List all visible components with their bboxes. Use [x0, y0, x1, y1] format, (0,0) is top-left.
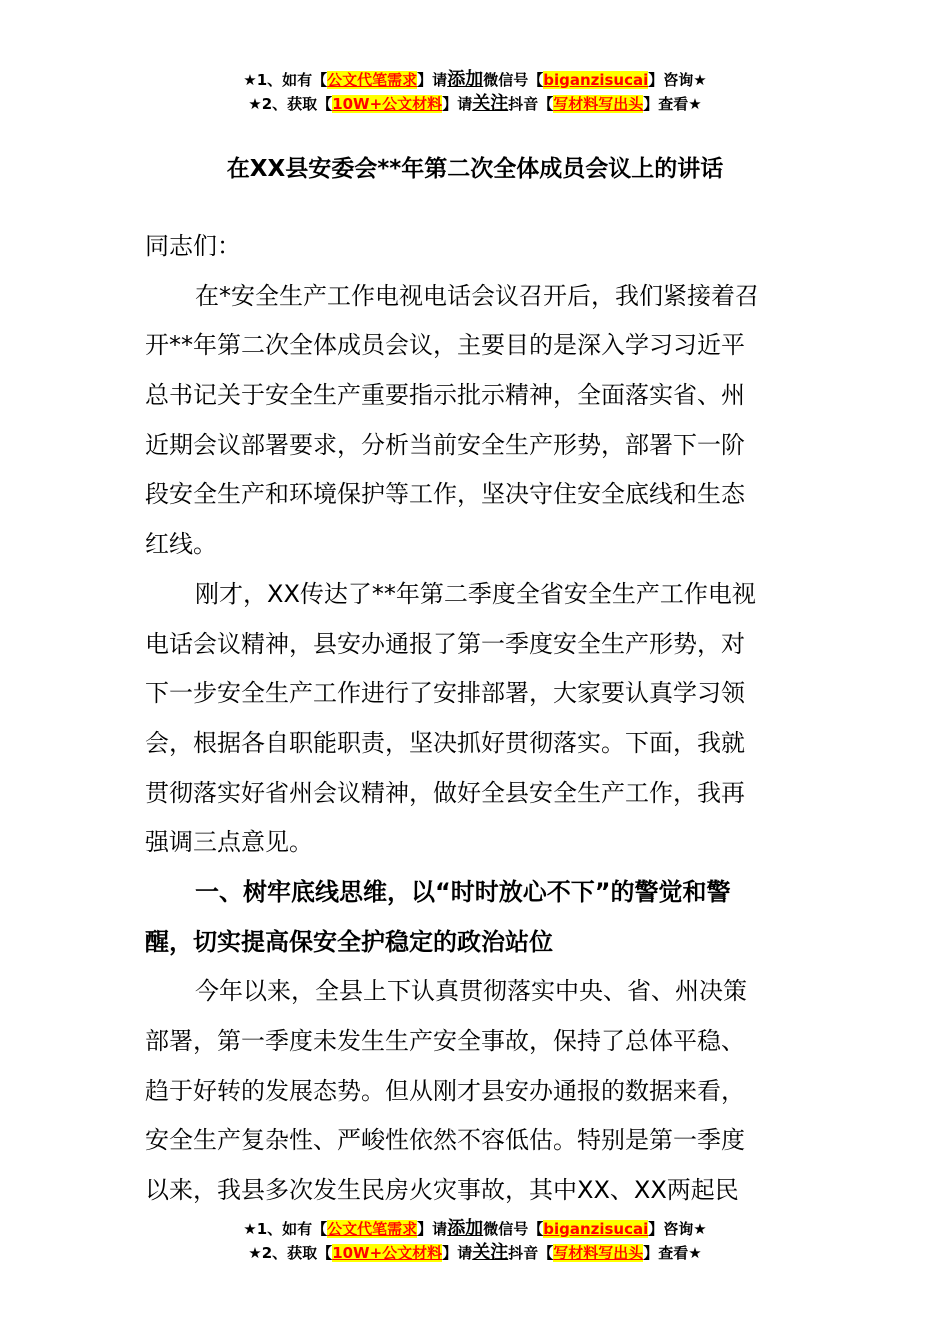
text: 】查看★ — [643, 1244, 702, 1262]
text-line: 在*安全生产工作电视电话会议召开后，我们紧接着召 — [195, 281, 759, 310]
footer-banner — [0, 1217, 950, 1265]
wechat-id: biganzisucai — [543, 71, 649, 89]
text-line: 开**年第二次全体成员会议，主要目的是深入学习习近平 — [145, 331, 745, 360]
document-body — [145, 222, 815, 1216]
document-title: 在XX县安委会**年第二次全体成员会议上的讲话 — [226, 156, 724, 182]
text-line: 部署，第一季度未发生生产安全事故，保持了总体平稳、 — [145, 1027, 745, 1055]
text: 】咨询★ — [648, 71, 707, 89]
highlight: 公文代笔需求 — [327, 1220, 418, 1238]
banner-line-2 — [0, 92, 950, 116]
text-line: 总书记关于安全生产重要指示批示精神，全面落实省、州 — [145, 381, 745, 410]
highlight: 公文代笔需求 — [327, 71, 418, 89]
text: 】请 — [417, 71, 448, 89]
text: 微信号【 — [483, 1220, 544, 1238]
text: ★2、获取【 — [248, 95, 333, 113]
text-line: 段安全生产和环境保护等工作，坚决守住安全底线和生态 — [145, 480, 745, 509]
banner-line-1 — [0, 68, 950, 92]
emphasis: 添加 — [447, 1218, 484, 1239]
text: 抖音【 — [508, 95, 554, 113]
text-line: 下一步安全生产工作进行了安排部署，大家要认真学习领 — [145, 679, 745, 708]
text: ★1、如有【 — [243, 1220, 328, 1238]
emphasis: 关注 — [472, 93, 509, 114]
header-banner — [0, 68, 950, 116]
text-line: 强调三点意见。 — [145, 828, 313, 857]
text-line: 刚才，XX传达了**年第二季度全省安全生产工作电视 — [195, 579, 756, 608]
text: 】请 — [417, 1220, 448, 1238]
text: 】咨询★ — [648, 1220, 707, 1238]
text-line: 安全生产复杂性、严峻性依然不容低估。特别是第一季度 — [145, 1126, 745, 1155]
highlight: 10W+公文材料 — [332, 1244, 443, 1262]
highlight: 10W+公文材料 — [332, 95, 443, 113]
text: 抖音【 — [508, 1244, 554, 1262]
heading-line: 一、树牢底线思维，以“时时放心不下”的警觉和警 — [195, 877, 731, 906]
text-line: 今年以来，全县上下认真贯彻落实中央、省、州决策 — [195, 977, 747, 1006]
text: ★2、获取【 — [248, 1244, 333, 1262]
text: 】请 — [442, 1244, 473, 1262]
text-line: 近期会议部署要求，分析当前安全生产形势，部署下一阶 — [145, 430, 745, 459]
text: 】查看★ — [643, 95, 702, 113]
text-line: 趋于好转的发展态势。但从刚才县安办通报的数据来看， — [145, 1076, 745, 1105]
emphasis: 关注 — [472, 1242, 509, 1263]
text-line: 红线。 — [145, 530, 217, 559]
emphasis: 添加 — [447, 69, 484, 90]
heading-line: 醒，切实提高保安全护稳定的政治站位 — [145, 927, 553, 956]
wechat-id: biganzisucai — [543, 1220, 649, 1238]
text: ★1、如有【 — [243, 71, 328, 89]
douyin-id: 写材料写出头 — [553, 95, 644, 113]
text-line: 同志们： — [145, 232, 241, 260]
text-line: 会，根据各自职能职责，坚决抓好贯彻落实。下面，我就 — [145, 728, 745, 757]
douyin-id: 写材料写出头 — [553, 1244, 644, 1262]
banner-line-1 — [0, 1217, 950, 1241]
banner-line-2 — [0, 1241, 950, 1265]
text-line: 以来，我县多次发生民房火灾事故，其中XX、XX两起民 — [145, 1176, 739, 1205]
text: 】请 — [442, 95, 473, 113]
text-line: 电话会议精神，县安办通报了第一季度安全生产形势，对 — [145, 629, 745, 658]
text-line: 贯彻落实好省州会议精神，做好全县安全生产工作，我再 — [145, 778, 745, 807]
text: 微信号【 — [483, 71, 544, 89]
